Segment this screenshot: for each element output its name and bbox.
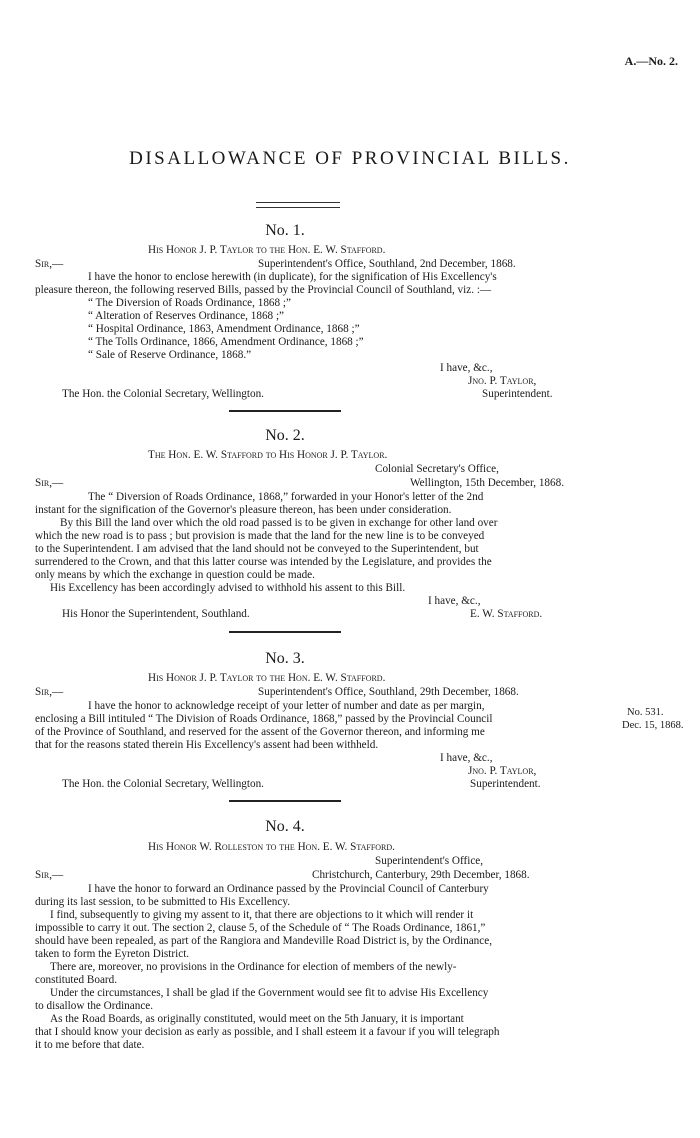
letter-2-addressee: His Honor the Superintendent, Southland. bbox=[62, 608, 250, 620]
letter-1-body-line: “ Sale of Reserve Ordinance, 1868.” bbox=[88, 349, 252, 361]
letter-3-body-line: that for the reasons stated therein His Excellency's assent had been withheld. bbox=[35, 739, 379, 751]
document-reference: A.—No. 2. bbox=[624, 54, 678, 68]
letter-2-heading: The Hon. E. W. Stafford to His Honor J. P. Taylor. bbox=[148, 449, 388, 461]
letter-4-body-line: should have been repealed, as part of the Rangiora and Mandeville Road District is, by the Ordinance, bbox=[35, 935, 492, 947]
letter-2-number: No. 2. bbox=[265, 427, 305, 444]
letter-2-body-line: which the new road is to pass ; but provision is made that the land for the new line is to be conveyed bbox=[35, 530, 485, 542]
letter-4-body-line: taken to form the Eyreton District. bbox=[35, 948, 190, 960]
letter-1-address: Superintendent's Office, Southland, 2nd December, 1868. bbox=[258, 258, 516, 270]
letter-2-salutation: Sir,— bbox=[35, 477, 64, 489]
letter-1-signature: Jno. P. Taylor, bbox=[468, 375, 537, 387]
letter-3-body-line: of the Province of Southland, and reserved for the assent of the Governor thereon, and informing me bbox=[35, 726, 485, 738]
letter-4-number: No. 4. bbox=[265, 818, 305, 835]
title-divider bbox=[256, 202, 340, 208]
letter-2-body-line: to the Superintendent. I am advised that the land should not be conveyed to the Superintendent, but bbox=[35, 543, 479, 555]
letter-2-closing: I have, &c., bbox=[428, 595, 481, 607]
letter-4-address-1: Superintendent's Office, bbox=[375, 855, 484, 867]
letter-1-body-line: “ Alteration of Reserves Ordinance, 1868 ;” bbox=[88, 310, 285, 322]
letter-4-body-line: constituted Board. bbox=[35, 974, 118, 986]
section-divider bbox=[229, 800, 341, 802]
letter-1-addressee: The Hon. the Colonial Secretary, Wellington. bbox=[62, 388, 264, 400]
letter-4-body-line: I find, subsequently to giving my assent to it, that there are objections to it which will render it bbox=[50, 909, 474, 921]
letter-2-body-line: surrendered to the Crown, and that this latter course was intended by the Legislature, and provides the bbox=[35, 556, 492, 568]
letter-1-salutation: Sir,— bbox=[35, 258, 64, 270]
letter-4-address-2: Christchurch, Canterbury, 29th December, 1868. bbox=[312, 869, 530, 881]
letter-1-body-line: I have the honor to enclose herewith (in duplicate), for the signification of His Excellency's bbox=[88, 271, 497, 283]
letter-2-body-line: instant for the signification of the Governor's pleasure thereon, has been under consideration. bbox=[35, 504, 452, 516]
letter-4-body-line: to disallow the Ordinance. bbox=[35, 1000, 154, 1012]
margin-note: Dec. 15, 1868. bbox=[622, 720, 684, 731]
letter-4-body-line: that I should know your decision as early as possible, and I shall esteem it a favour if you will telegraph bbox=[35, 1026, 500, 1038]
letter-1-number: No. 1. bbox=[265, 222, 305, 239]
letter-1-body-line: “ Hospital Ordinance, 1863, Amendment Ordinance, 1868 ;” bbox=[88, 323, 360, 335]
letter-2-body-line: His Excellency has been accordingly advised to withhold his assent to this Bill. bbox=[50, 582, 406, 594]
letter-3-signature-title: Superintendent. bbox=[470, 778, 541, 790]
letter-3-body-line: I have the honor to acknowledge receipt of your letter of number and date as per margin, bbox=[88, 700, 485, 712]
letter-3-salutation: Sir,— bbox=[35, 686, 64, 698]
letter-2-body-line: only means by which the exchange in question could be made. bbox=[35, 569, 315, 581]
letter-4-salutation: Sir,— bbox=[35, 869, 64, 881]
section-divider bbox=[229, 631, 341, 633]
letter-4-body-line: I have the honor to forward an Ordinance passed by the Provincial Council of Canterbury bbox=[88, 883, 489, 895]
letter-2-address-2: Wellington, 15th December, 1868. bbox=[410, 477, 564, 489]
letter-1-body-line: pleasure thereon, the following reserved Bills, passed by the Provincial Council of Southland, viz. :— bbox=[35, 284, 492, 296]
letter-3-signature: Jno. P. Taylor, bbox=[468, 765, 537, 777]
margin-note: No. 531. bbox=[627, 707, 664, 718]
letter-1-heading: His Honor J. P. Taylor to the Hon. E. W. Stafford. bbox=[148, 244, 386, 256]
document-title: DISALLOWANCE OF PROVINCIAL BILLS. bbox=[129, 148, 571, 169]
letter-3-number: No. 3. bbox=[265, 650, 305, 667]
letter-4-body-line: it to me before that date. bbox=[35, 1039, 145, 1051]
letter-3-heading: His Honor J. P. Taylor to the Hon. E. W. Stafford. bbox=[148, 672, 386, 684]
letter-4-body-line: There are, moreover, no provisions in the Ordinance for election of members of the newly- bbox=[50, 961, 457, 973]
section-divider bbox=[229, 410, 341, 412]
letter-4-body-line: Under the circumstances, I shall be glad if the Government would see fit to advise His Excellency bbox=[50, 987, 489, 999]
letter-4-body-line: during its last session, to be submitted to His Excellency. bbox=[35, 896, 291, 908]
letter-4-heading: His Honor W. Rolleston to the Hon. E. W. Stafford. bbox=[148, 841, 395, 853]
letter-2-body-line: The “ Diversion of Roads Ordinance, 1868,” forwarded in your Honor's letter of the 2nd bbox=[88, 491, 484, 503]
letter-1-body-line: “ The Tolls Ordinance, 1866, Amendment Ordinance, 1868 ;” bbox=[88, 336, 364, 348]
letter-2-body-line: By this Bill the land over which the old road passed is to be given in exchange for other land over bbox=[60, 517, 498, 529]
letter-1-closing: I have, &c., bbox=[440, 362, 493, 374]
letter-2-address-1: Colonial Secretary's Office, bbox=[375, 463, 499, 475]
letter-3-body-line: enclosing a Bill intituled “ The Division of Roads Ordinance, 1868,” passed by the Provincial Council bbox=[35, 713, 493, 725]
letter-1-body-line: “ The Diversion of Roads Ordinance, 1868 ;” bbox=[88, 297, 291, 309]
letter-3-addressee: The Hon. the Colonial Secretary, Wellington. bbox=[62, 778, 264, 790]
letter-1-signature-title: Superintendent. bbox=[482, 388, 553, 400]
letter-3-closing: I have, &c., bbox=[440, 752, 493, 764]
letter-4-body-line: As the Road Boards, as originally constituted, would meet on the 5th January, it is important bbox=[50, 1013, 464, 1025]
letter-2-signature: E. W. Stafford. bbox=[470, 608, 543, 620]
letter-3-address: Superintendent's Office, Southland, 29th December, 1868. bbox=[258, 686, 519, 698]
letter-4-body-line: impossible to carry it out. The section 2, clause 5, of the Schedule of “ The Roads Ordinance, 1861,” bbox=[35, 922, 486, 934]
